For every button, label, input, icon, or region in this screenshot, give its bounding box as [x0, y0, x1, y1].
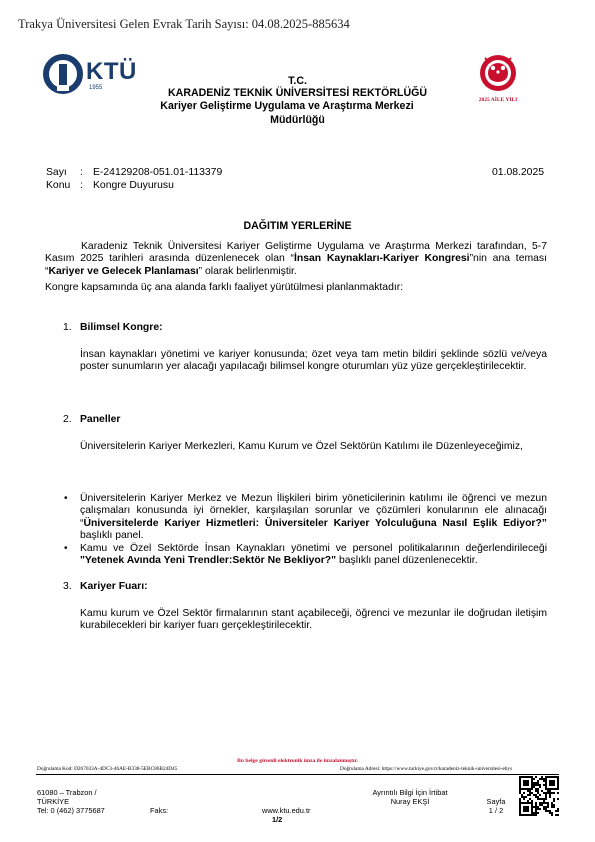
header-directorate: Müdürlüğü [270, 114, 325, 126]
page-indicator-center: 1/2 [272, 815, 283, 824]
family-year-logo [473, 51, 523, 109]
bullet-2-tail: başlıklı panel düzenlenecektir. [336, 555, 478, 567]
address-line-1: 61080 – Trabzon / [37, 788, 97, 797]
fax-label: Faks: [150, 806, 169, 815]
bullet-2-text: Kamu ve Özel Sektörde İnsan Kaynakları yönetimi ve personel politikalarının değerlendirileceği [80, 543, 547, 554]
intro-text-a: Karadeniz Teknik Üniversitesi Kariyer Geliştirme Uygulama ve Araştırma Merkezi tarafından, 5-7 Kasım 2025 tarihleri arasında düzenlenecek olan “ [45, 241, 547, 265]
bullet-1-text: Üniversitelerin Kariyer Merkez ve Mezun İlişkileri birim yöneticilerinin katılımı ile öğrenci ve mezun çalışmaları konusunda iyi örnekler, karşılaşılan sorunlar ve çözümleri konularının ele alınacağı “ [80, 493, 547, 529]
section-3-text: Kamu kurum ve Özel Sektör firmalarının stant açabileceği, öğrenci ve mezunlar ile doğrudan iletişim kurabilecekleri bir kariyer fuarı gerçekleştirilecektir. [80, 608, 547, 632]
intro-text-c: ” olarak belirlenmiştir. [198, 265, 297, 277]
bullet-1-tail: başlıklı panel. [80, 530, 144, 542]
header-tc: T.C. [288, 75, 307, 87]
bullet-1-title: Üniversitelerde Kariyer Hizmetleri: Üniversiteler Kariyer Yolculuğuna Nasıl Eşlik Ediyor?” [83, 517, 547, 529]
contact-name: Nuray EKŞİ [390, 797, 430, 806]
website-link[interactable]: www.ktu.edu.tr [262, 806, 311, 815]
panel-bullet-2 [64, 543, 547, 568]
section-3-number: 3. [63, 581, 72, 592]
section-1-text: İnsan kaynakları yönetimi ve kariyer konusunda; özet veya tam metin bildiri şeklinde sözlü ve/veya poster sunumların yer alacağı yapılacağı bilimsel kongre oturumları yüz yüze gerçekleştirilecektir. [80, 349, 547, 373]
konu-label: Konu [46, 180, 71, 191]
congress-name: İnsan Kaynakları-Kariyer Kongresi [294, 253, 470, 265]
section-2-text: Üniversitelerin Kariyer Merkezleri, Kamu Kurum ve Özel Sektörün Katılımı ile Düzenleyeceğimiz, [80, 441, 523, 452]
ktu-logo-year: 1955 [89, 85, 103, 91]
page-number: 1 / 2 [488, 806, 504, 815]
ktu-logo [42, 54, 142, 98]
section-3-title: Kariyer Fuarı: [80, 581, 148, 592]
verification-code: Doğrulama Kod: D267033A-4DC3-46AE-B338-5EBC86B24D45 [37, 766, 178, 772]
addressee: DAĞITIM YERLERİNE [243, 220, 352, 232]
page-label: Sayfa [486, 797, 506, 806]
document-date: 01.08.2025 [492, 167, 545, 178]
family-year-caption: 2025 AİLE YILI [478, 97, 518, 103]
section-1-title: Bilimsel Kongre: [80, 322, 163, 333]
phone: Tel: 0 (462) 3775687 [37, 806, 105, 815]
panel-bullet-1 [64, 493, 547, 543]
sayi-colon: : [80, 167, 83, 178]
header-unit: Kariyer Geliştirme Uygulama ve Araştırma Merkezi [160, 100, 414, 112]
verification-address[interactable]: Doğrulama Adresi: https://www.turkiye.gov.tr/karadeniz-teknik-universitesi-ebys [340, 766, 513, 772]
esign-note: Bu belge güvenli elektronik imza ile imzalanmıştır. [237, 758, 358, 764]
konu-value: Kongre Duyurusu [93, 180, 174, 191]
bullet-icon: • [64, 493, 68, 504]
address-line-2: TÜRKİYE [37, 797, 70, 806]
section-2-number: 2. [63, 414, 72, 425]
ktu-logo-text: KTÜ [86, 58, 137, 85]
section-2-title: Paneller [80, 414, 121, 425]
intro-paragraph [45, 241, 547, 278]
incoming-doc-stamp: Trakya Üniversitesi Gelen Evrak Tarih Sayısı: 04.08.2025-885634 [18, 17, 350, 31]
bullet-2-title: "Yetenek Avında Yeni Trendler:Sektör Ne Bekliyor?" [80, 555, 337, 567]
qr-code-icon [519, 776, 559, 816]
sayi-value: E-24129208-051.01-113379 [93, 167, 223, 178]
congress-theme: Kariyer ve Gelecek Planlaması [48, 265, 199, 277]
bullet-icon: • [64, 543, 68, 554]
footer-divider [36, 774, 559, 775]
intro-scope: Kongre kapsamında üç ana alanda farklı faaliyet yürütülmesi planlanmaktadır: [45, 282, 404, 293]
konu-colon: : [80, 180, 83, 191]
contact-label: Ayrıntılı Bilgi İçin İrtibat [372, 788, 448, 797]
intro-text-b: ”nin ana teması “ [45, 253, 547, 277]
sayi-label: Sayı [46, 167, 67, 178]
header-rektorluk: KARADENİZ TEKNİK ÜNİVERSİTESİ REKTÖRLÜĞÜ [168, 87, 427, 99]
section-1-number: 1. [63, 322, 72, 333]
